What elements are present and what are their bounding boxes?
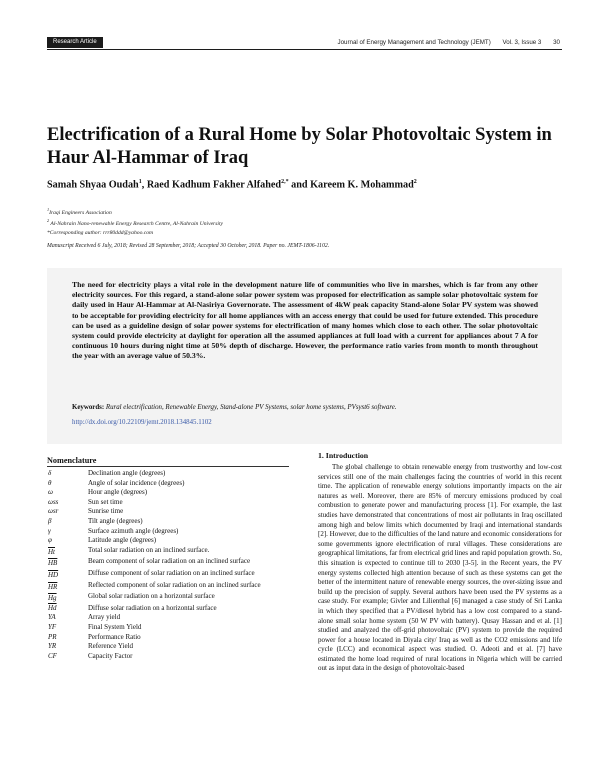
nomenclature-desc: Diffuse solar radiation on a horizontal surface xyxy=(88,603,217,612)
nomenclature-desc: Declination angle (degrees) xyxy=(88,469,166,477)
nomenclature-item xyxy=(47,613,292,623)
nomenclature-title: Nomenclature xyxy=(47,456,97,465)
nomenclature-symbol: β xyxy=(48,516,52,525)
author-2: Raed Kadhum Fakher Alfahed xyxy=(146,179,282,191)
corresponding-author: *Corresponding author: rrr80ddd@yahoo.com xyxy=(47,229,154,236)
nomenclature-symbol: ωss xyxy=(48,497,59,506)
nomenclature-symbol: $\overline{HR}$ xyxy=(48,582,58,591)
author-1-sup: 1 xyxy=(138,179,142,185)
nomenclature-list xyxy=(47,469,292,661)
nomenclature-desc: Surface azimuth angle (degrees) xyxy=(88,526,179,535)
nomenclature-item xyxy=(47,633,292,643)
nomenclature-symbol: YA xyxy=(48,613,56,622)
author-3: Kareem K. Mohammad xyxy=(310,179,414,191)
nomenclature-item xyxy=(47,569,292,581)
nomenclature-symbol: $\overline{Ht}$ xyxy=(48,547,55,556)
nomenclature-item xyxy=(47,517,292,527)
nomenclature-item xyxy=(47,652,292,662)
nomenclature-symbol: YF xyxy=(48,622,57,631)
doi-link[interactable]: http://dx.doi.org/10.22109/jemt.2018.134845.1102 xyxy=(72,419,212,426)
nomenclature-desc: Hour angle (degrees) xyxy=(88,488,148,497)
nomenclature-item xyxy=(47,498,292,508)
nomenclature-item xyxy=(47,604,292,614)
nomenclature-symbol: θ xyxy=(48,478,52,487)
nomenclature-desc: Tilt angle (degrees) xyxy=(88,516,143,525)
nomenclature-symbol: $\overline{Hg}$ xyxy=(48,594,57,603)
nomenclature-desc: Final System Yield xyxy=(88,622,142,631)
nomenclature-item xyxy=(47,642,292,652)
nomenclature-desc: Array yield xyxy=(88,613,121,622)
nomenclature-symbol: φ xyxy=(48,536,52,545)
author-list xyxy=(47,179,567,190)
nomenclature-symbol: γ xyxy=(48,526,51,535)
affiliations xyxy=(47,206,567,238)
author-3-sup: 2 xyxy=(413,179,417,185)
article-type-tag: Research Article xyxy=(47,37,103,48)
author-separator: , xyxy=(141,179,147,191)
journal-header xyxy=(330,37,560,48)
nomenclature-item xyxy=(47,592,292,604)
nomenclature-desc: Beam component of solar radiation on an inclined surface xyxy=(88,557,251,566)
affiliation-2-text: Al-Nahrain Nano-renewable Energy Research Centre, Al-Nahrain University xyxy=(50,221,224,228)
nomenclature-item xyxy=(47,557,292,569)
nomenclature-rule xyxy=(47,466,289,467)
introduction-paragraph: The global challenge to obtain renewable energy from trustworthy and low-cost services still one of the main challenges facing the countries of world in this recent time. The application of renewable energy solutions importantly impacts on the air natures as well. Moreover, there are 85% of mercury emissions produced by coal combustion to generate power and manufacturing process [1]. For example, the last studies have demonstrated that concentrations of most air pollutants in Iraq oscillated among high and below limits which documented by Iraqi and international standards [2]. However, due to the difficulties of the land nature and economic considerations for some governments ignore electrification of rural villages. These considerations are geographical limitations, far from electrical grid lines and rapid population growth. So, this situation is expected to continue till to 2030 [3-5]. in the Recent years, the PV energy systems collected high attention because of such as these systems can get the better of the intermittent nature of renewable energy sources, the over-sizing issue and build up the precision of supply. Several authors have been used the PV systems as a case study. For example; Givler and Lilienthal [6] managed a case study of Sri Lanka in which they specified that a PV/diesel hybrid has a low cost compared to a stand-alone small solar home system (50 W PV with battery). Qusay Hassan and et al. [1] studied and analyzed the off-grid photovoltaic (PV) system to provide the required power for a house located in Diyala city/ Iraq as well as the CO2 emissions and life cycle (LCC) and economical aspect was studied. O. Adeoti and et al. [7] have estimated the home load required of rural locations in Nigeria which will be carried out as input data in the design of photovoltaic-based xyxy=(318,463,562,673)
journal-name: Journal of Energy Management and Technology (JEMT) xyxy=(337,39,491,46)
nomenclature-symbol: $\overline{HD}$ xyxy=(48,570,59,579)
nomenclature-desc: Total solar radiation on an inclined surface. xyxy=(88,545,210,554)
keywords-text: Rural electrification, Renewable Energy, Stand-alone PV Systems, solar home systems, PVsyst6 software. xyxy=(105,404,397,411)
nomenclature-desc: Reference Yield xyxy=(88,642,134,651)
nomenclature-item xyxy=(47,536,292,546)
affiliation-1-text: Iraqi Engineers Association xyxy=(49,209,112,216)
nomenclature-desc: Angle of solar incidence (degrees) xyxy=(88,478,185,487)
nomenclature-item xyxy=(47,581,292,593)
affiliation-1 xyxy=(47,206,567,217)
nomenclature-symbol: $\overline{Hd}$ xyxy=(48,603,57,612)
introduction-body xyxy=(318,463,562,674)
nomenclature-item xyxy=(47,546,292,558)
nomenclature-item xyxy=(47,623,292,633)
nomenclature-desc: Reflected component of solar radiation on an inclined surface xyxy=(88,580,261,589)
author-2-sup: 2,* xyxy=(281,179,289,185)
introduction-heading: 1. Introduction xyxy=(318,451,369,460)
nomenclature-symbol: $\overline{HB}$ xyxy=(48,559,58,568)
nomenclature-item xyxy=(47,527,292,537)
author-1: Samah Shyaa Oudah xyxy=(47,179,139,191)
nomenclature-symbol: ωsr xyxy=(48,507,59,516)
page-number: 30 xyxy=(553,39,560,46)
affiliation-2 xyxy=(47,217,567,228)
nomenclature-item xyxy=(47,488,292,498)
nomenclature-desc: Capacity Factor xyxy=(88,651,133,660)
nomenclature-symbol: PR xyxy=(48,632,57,641)
header-rule xyxy=(47,49,562,50)
journal-volume: Vol. 3, Issue 3 xyxy=(502,39,542,46)
nomenclature-item xyxy=(47,469,292,479)
affiliation-2-sup: 2 xyxy=(47,218,50,224)
paper-title: Electrification of a Rural Home by Solar Photovoltaic System in Haur Al-Hammar of Iraq xyxy=(47,125,552,168)
nomenclature-desc: Performance Ratio xyxy=(88,632,141,641)
manuscript-dates: Manuscript Received 6 July, 2018; Revised 28 September, 2018; Accepted 30 October, 2018. Paper no. JEMT-1806-1102. xyxy=(47,243,330,249)
keywords-label: Keywords: xyxy=(72,404,105,411)
nomenclature-symbol: CF xyxy=(48,651,57,660)
nomenclature-desc: Sun set time xyxy=(88,497,123,506)
nomenclature-desc: Diffuse component of solar radiation on an inclined surface xyxy=(88,568,255,577)
nomenclature-item xyxy=(47,479,292,489)
nomenclature-symbol: ω xyxy=(48,488,53,497)
nomenclature-symbol: δ xyxy=(48,469,52,477)
nomenclature-desc: Sunrise time xyxy=(88,507,124,516)
abstract-text: The need for electricity plays a vital role in the development nature life of communities who live in marshes, which is far from any other electricity sources. For this regard, a stand-alone solar power system was proposed for electrification as sample solar photovoltaic system for daily used in Haur Al-Hammar at Al-Nasiriya Governorate. The assessment of 4kW peak capacity Stand-alone Solar PV system was showed to be acceptable for providing electricity for all home appliances with an access energy that could be used for future extended. This procedure can be used as a guideline design of solar power systems for electrification of many homes which close to each other. The solar photovoltaic system could provide electricity at daylight for operation all the assumed appliances at full load with a current for appliances about 7 A for continuous 10 hours during night time at 50% depth of discharge. However, the performance ratio varies from month to month throughout the year with an average value of 50.3%. xyxy=(72,280,538,361)
keywords xyxy=(72,404,538,411)
nomenclature-desc: Latitude angle (degrees) xyxy=(88,536,157,545)
affiliation-1-sup: 1 xyxy=(47,207,50,212)
nomenclature-item xyxy=(47,507,292,517)
author-separator: and xyxy=(288,179,311,191)
nomenclature-symbol: YR xyxy=(48,642,57,651)
nomenclature-desc: Global solar radiation on a horizontal surface xyxy=(88,592,215,601)
